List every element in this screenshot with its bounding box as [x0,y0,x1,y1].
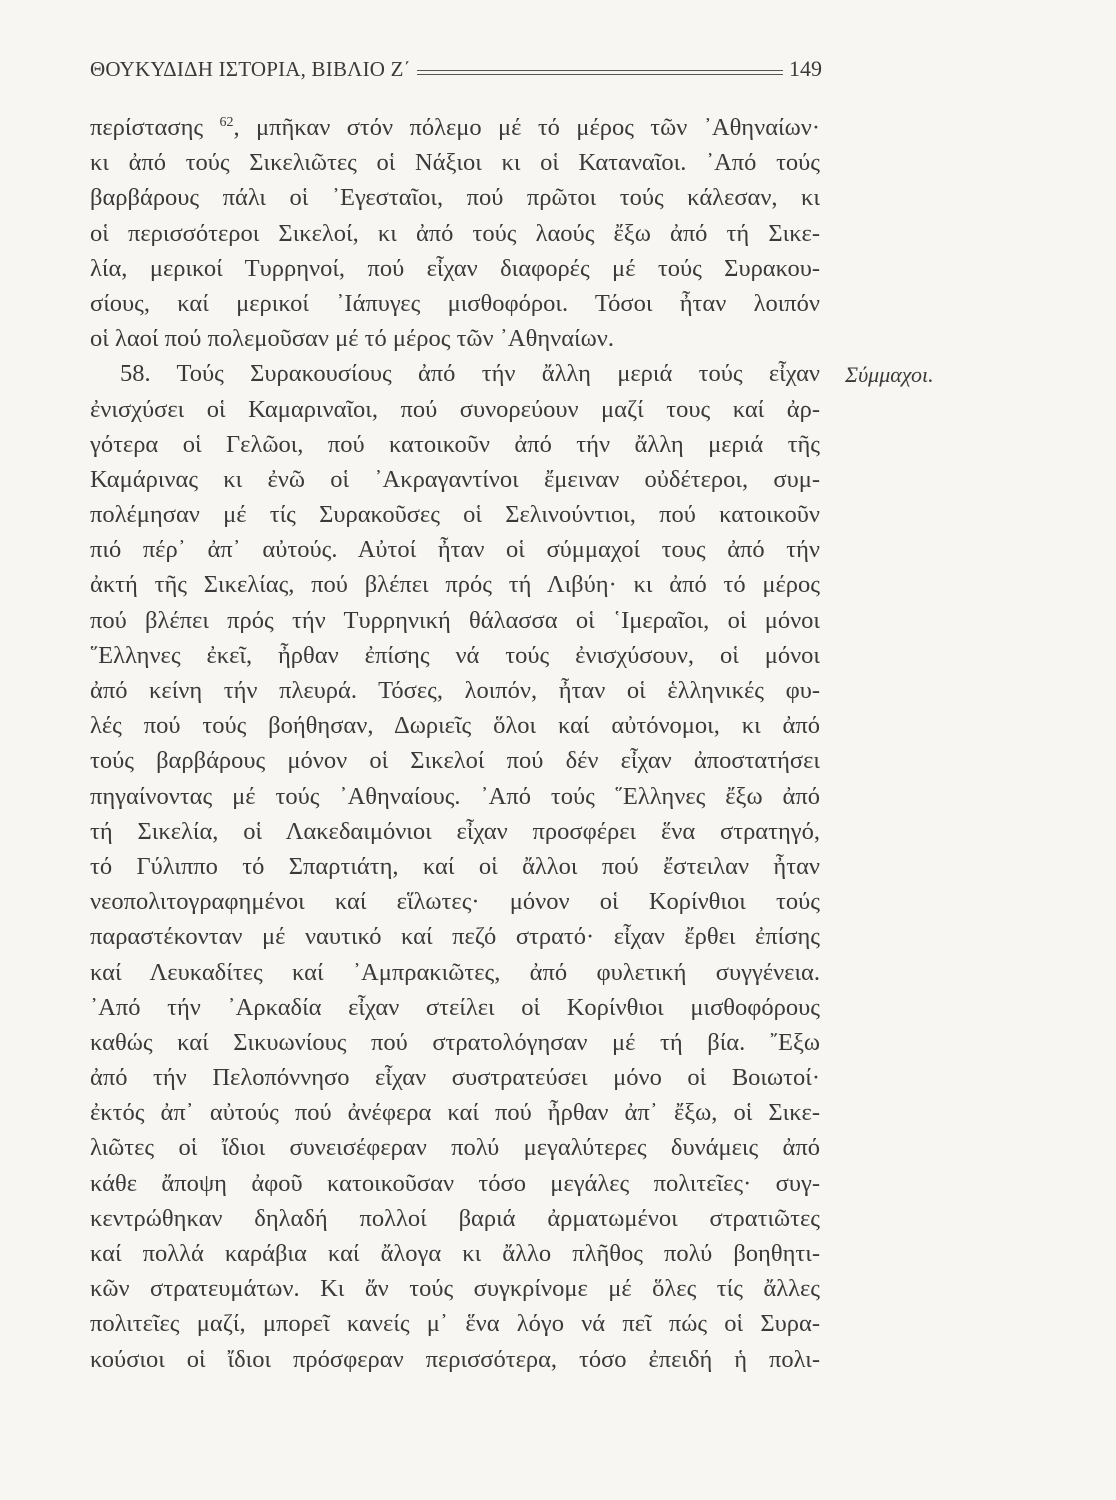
text-line: τούς βαρβάρους μόνον οἱ Σικελοί πού δέν εἶχαν ἀποστατήσει [90,747,820,775]
text-line: κούσιοι οἱ ἴδιοι πρόσφεραν περισσότερα, τόσο ἐπειδή ἡ πολι- [90,1345,820,1373]
text-line: βαρβάρους πάλι οἱ ᾿Εγεσταῖοι, πού πρῶτοι τούς κάλεσαν, κι [90,184,820,212]
text-line: καθώς καί Σικυωνίους πού στρατολόγησαν μέ τή βία. ῎Εξω [90,1028,820,1056]
text-line: ἐκτός ἀπ᾿ αὐτούς πού ἀνέφερα καί πού ἦρθαν ἀπ᾿ ἔξω, οἱ Σικε- [90,1099,820,1127]
text-line: οἱ λαοί πού πολεμοῦσαν μέ τό μέρος τῶν ᾿Αθηναίων. [90,325,614,353]
text-line: Καμάρινας κι ἐνῶ οἱ ᾿Ακραγαντίνοι ἔμειναν οὐδέτεροι, συμ- [90,465,820,493]
page-number: 149 [789,56,822,81]
text-line: γότερα οἱ Γελῶοι, πού κατοικοῦν ἀπό τήν ἄλλη μεριά τῆς [90,430,820,458]
text-fragment: περίστασης [90,114,220,141]
text-fragment: , μπῆκαν στόν πόλεμο μέ τό μέρος τῶν ᾿Αθηναίων· [233,114,820,141]
text-line: ἀπό τήν Πελοπόννησο εἶχαν συστρατεύσει μόνο οἱ Βοιωτοί· [90,1064,820,1092]
running-header [90,48,822,82]
text-line: νεοπολιτογραφημένοι καί εἵλωτες· μόνον οἱ Κορίνθιοι τούς [90,888,820,916]
footnote-ref: 62 [219,115,234,130]
margin-note: Σύμμαχοι. [845,362,934,387]
text-line: ἀκτή τῆς Σικελίας, πού βλέπει πρός τή Λιβύη· κι ἀπό τό μέρος [90,571,820,599]
text-line: σίους, καί μερικοί ᾿Ιάπυγες μισθοφόροι. Τόσοι ἦταν λοιπόν [90,289,820,317]
text-line: παραστέκονταν μέ ναυτικό καί πεζό στρατό· εἶχαν ἔρθει ἐπίσης [90,923,820,951]
text-line: ἀπό κείνη τήν πλευρά. Τόσες, λοιπόν, ἦταν οἱ ἑλληνικές φυ- [90,677,820,704]
running-title: ΘΟΥΚΥΔΙΔΗ ΙΣΤΟΡΙΑ, ΒΙΒΛΙΟ Ζ΄ [90,57,411,81]
page-body [90,110,820,1377]
text-line: τό Γύλιππο τό Σπαρτιάτη, καί οἱ ἄλλοι πού ἔστειλαν ἦταν [90,852,820,880]
text-line: λιῶτες οἱ ἴδιοι συνεισέφεραν πολύ μεγαλύτερες δυνάμεις ἀπό [90,1134,820,1162]
text-line: κεντρώθηκαν δηλαδή πολλοί βαριά ἀρματωμένοι στρατιῶτες [90,1204,820,1232]
text-line: καί πολλά καράβια καί ἄλογα κι ἄλλο πλῆθος πολύ βοηθητι- [90,1240,820,1267]
text-line: ῞Ελληνες ἐκεῖ, ἦρθαν ἐπίσης νά τούς ἐνισχύσουν, οἱ μόνοι [90,641,820,669]
text-line: τή Σικελία, οἱ Λακεδαιμόνιοι εἶχαν προσφέρει ἕνα στρατηγό, [90,817,820,845]
paragraph-start-line: 58. Τούς Συρακουσίους ἀπό τήν ἄλλη μεριά τούς εἶχαν [120,360,820,388]
text-line: πολέμησαν μέ τίς Συρακοῦσες οἱ Σελινούντιοι, πού κατοικοῦν [90,501,820,529]
text-line: οἱ περισσότεροι Σικελοί, κι ἀπό τούς λαούς ἔξω ἀπό τή Σικε- [90,219,820,247]
text-line: λές πού τούς βοήθησαν, Δωριεῖς ὅλοι καί αὐτόνομοι, κι ἀπό [90,712,820,740]
text-line: πιό πέρ᾿ ἀπ᾿ αὐτούς. Αὐτοί ἦταν οἱ σύμμαχοί τους ἀπό τήν [90,536,820,564]
text-line: κι ἀπό τούς Σικελιῶτες οἱ Νάξιοι κι οἱ Καταναῖοι. ᾿Από τούς [90,149,820,177]
text-line: καί Λευκαδίτες καί ᾿Αμπρακιῶτες, ἀπό φυλετική συγγένεια. [90,958,820,986]
text-line: πολιτεῖες μαζί, μπορεῖ κανείς μ᾿ ἕνα λόγο νά πεῖ πώς οἱ Συρα- [90,1310,820,1338]
text-line: λία, μερικοί Τυρρηνοί, πού εἶχαν διαφορές μέ τούς Συρακου- [90,254,820,282]
text-line: ἐνισχύσει οἱ Καμαριναῖοι, πού συνορεύουν μαζί τους καί ἀρ- [90,395,820,423]
text-line: πηγαίνοντας μέ τούς ᾿Αθηναίους. ᾿Από τούς ῞Ελληνες ἔξω ἀπό [90,782,820,810]
text-line [90,110,820,145]
header-double-rule [417,70,783,75]
text-line: κάθε ἄποψη ἀφοῦ κατοικοῦσαν τόσο μεγάλες πολιτεῖες· συγ- [90,1169,820,1197]
text-line: ᾿Από τήν ᾿Αρκαδία εἶχαν στείλει οἱ Κορίνθιοι μισθοφόρους [90,993,820,1021]
text-line: κῶν στρατευμάτων. Κι ἄν τούς συγκρίνομε μέ ὅλες τίς ἄλλες [90,1275,820,1303]
text-line: πού βλέπει πρός τήν Τυρρηνική θάλασσα οἱ ῾Ιμεραῖοι, οἱ μόνοι [90,606,820,634]
